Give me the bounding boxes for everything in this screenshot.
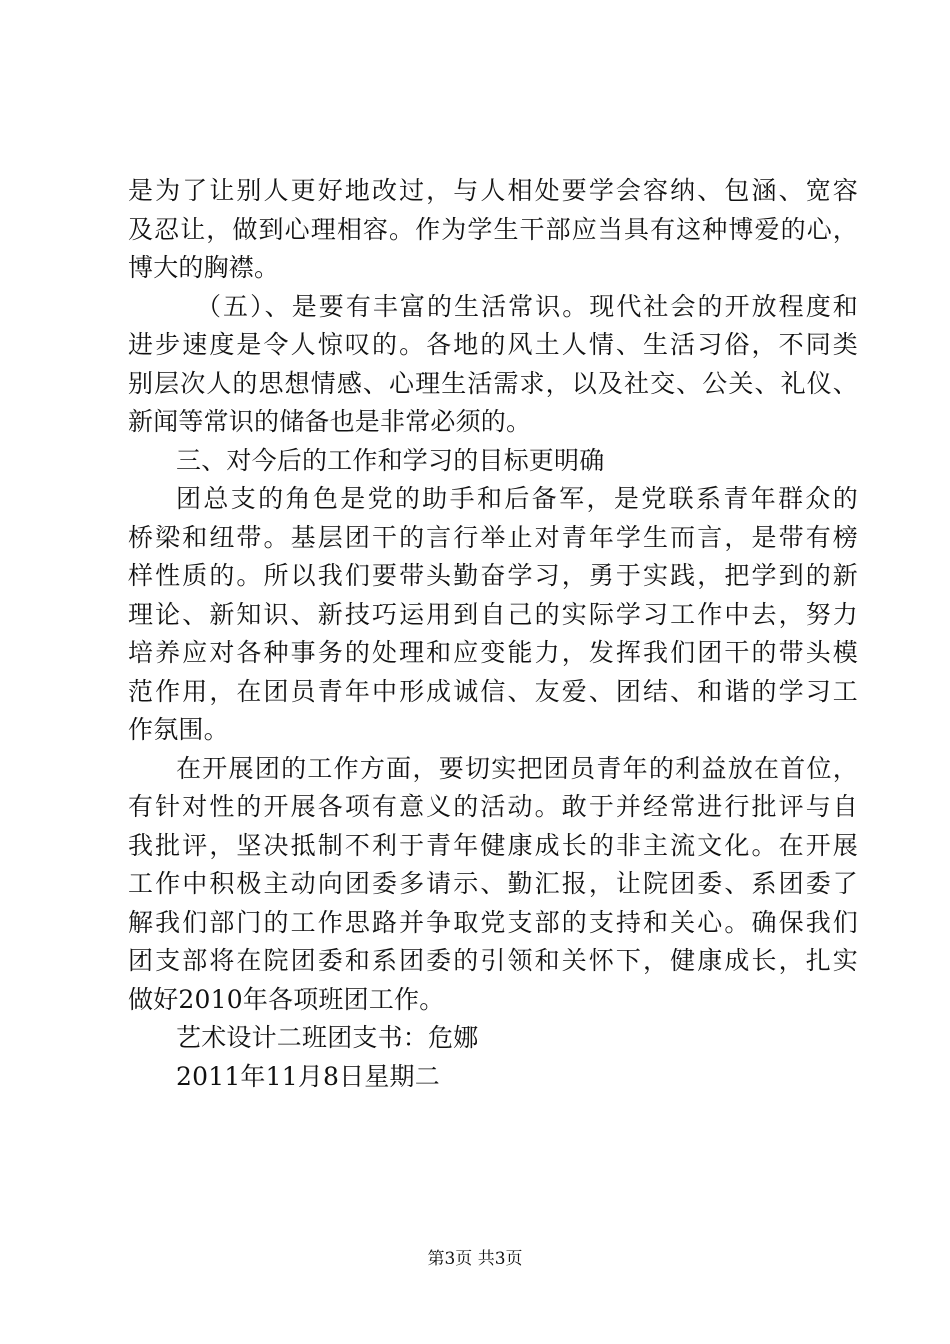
page-footer: 第3页 共3页 [427,1249,523,1269]
section-heading-line: （五）、是要有丰富的生活常识。现代社会的开放程度和 [196,291,858,321]
text-line: 样性质的。所以我们要带头勤奋学习，勇于实践，把学到的新 [128,561,858,590]
text-line: 范作用，在团员青年中形成诚信、友爱、团结、和谐的学习工 [128,676,858,706]
text-line: 做好2010年各项班团工作。 [128,984,445,1014]
text-line: 培养应对各种事务的处理和应变能力，发挥我们团干的带头模 [128,638,858,667]
signature-line: 艺术设计二班团支书：危娜 [176,1023,479,1052]
section-heading: 三、对今后的工作和学习的目标更明确 [176,445,605,475]
text-line: 进步速度是令人惊叹的。各地的风土人情、生活习俗，不同类 [128,330,858,359]
text-line: 博大的胸襟。 [128,253,280,282]
text-line: 有针对性的开展各项有意义的活动。敢于并经常进行批评与自 [128,792,858,821]
document-body [128,172,858,1096]
paragraph-start-line: 团总支的角色是党的助手和后备军，是党联系青年群众的 [176,484,858,513]
text-line: 新闻等常识的储备也是非常必须的。 [128,407,532,436]
text-line: 工作中积极主动向团委多请示、勤汇报，让院团委、系团委了 [128,869,858,898]
text-line: 桥梁和纽带。基层团干的言行举止对青年学生而言，是带有榜 [128,522,858,552]
text-line: 解我们部门的工作思路并争取党支部的支持和关心。确保我们 [128,907,858,937]
text-line: 是为了让别人更好地改过，与人相处要学会容纳、包涵、宽容 [128,176,858,205]
text-line: 及忍让，做到心理相容。作为学生干部应当具有这种博爱的心， [128,214,858,244]
text-line: 作氛围。 [128,715,229,744]
text-line: 别层次人的思想情感、心理生活需求，以及社交、公关、礼仪、 [128,368,858,398]
date-line: 2011年11月8日星期二 [176,1061,440,1091]
text-line: 理论、新知识、新技巧运用到自己的实际学习工作中去，努力 [128,599,858,629]
text-line: 团支部将在院团委和系团委的引领和关怀下，健康成长，扎实 [128,946,858,975]
text-line: 我批评，坚决抵制不利于青年健康成长的非主流文化。在开展 [128,830,858,860]
paragraph-start-line: 在开展团的工作方面，要切实把团员青年的利益放在首位， [176,753,858,783]
